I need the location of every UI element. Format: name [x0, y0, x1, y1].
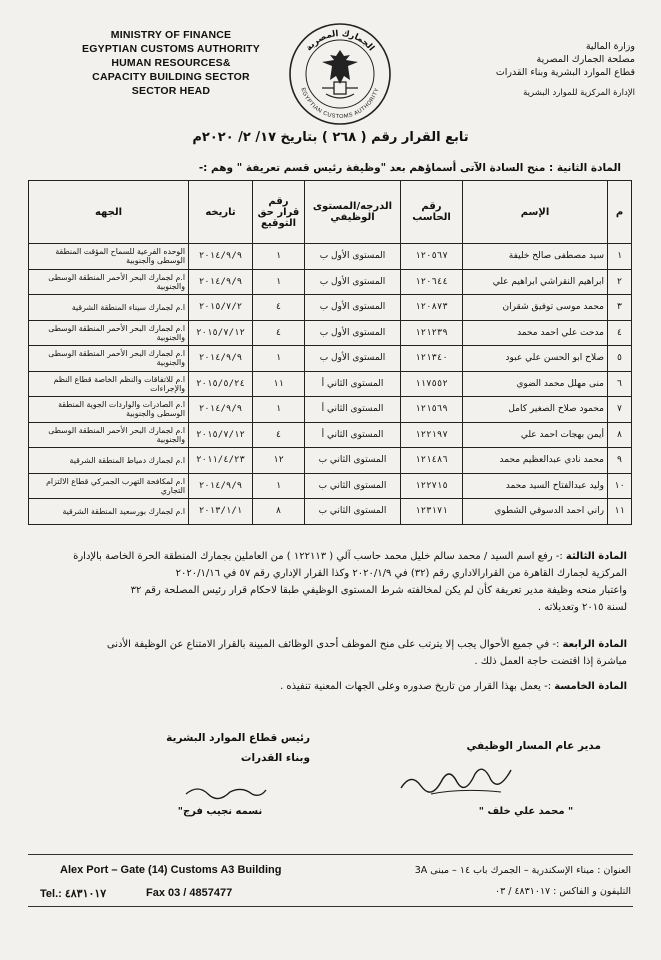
signature-left-name: نسمه نجيب فرج": [177, 806, 263, 817]
table-row: [29, 371, 632, 397]
signature-left-title-line-2: وبناء القدرات: [240, 752, 310, 764]
footer-ar-tel: التليفون و الفاكس : ٤٨٣١٠١٧ / ٠٣: [494, 886, 631, 897]
cell-grade: المستوى الأول ب: [305, 269, 401, 295]
table-row: [29, 320, 632, 346]
cell-grade: المستوى الأول ب: [305, 320, 401, 346]
footer-en-fax: Fax 03 / 4857477: [146, 887, 233, 899]
cell-index: ١٠: [608, 473, 632, 499]
article-5-text: :- يعمل بهذا القرار من تاريخ صدوره وعلى الجهات المعنية تنفيذه .: [280, 681, 552, 692]
table-row: [29, 269, 632, 295]
cell-computer-no: ١٢٠٨٧٣: [401, 295, 463, 321]
cell-decision-no: ١١: [253, 371, 305, 397]
cell-date: ٢٠١٥/٧/١٢: [189, 422, 253, 448]
cell-department: ا.م لجمارك سيناء المنطقة الشرقية: [29, 295, 189, 321]
cell-name: صلاح ابو الحسن علي عبود: [463, 346, 608, 372]
article-4-label: المادة الرابعة: [562, 639, 627, 650]
cell-grade: المستوى الثاني أ: [305, 422, 401, 448]
cell-decision-no: ٤: [253, 320, 305, 346]
cell-index: ٩: [608, 448, 632, 474]
article-3-line-2: المركزية لجمارك القاهرة من القرارالاداري رقم (٣٢) في ٢٠٢٠/١/٩ وكذا القرار الإداري رقم ٥٧ في ٢٠٢٠/١/١٦: [175, 568, 627, 579]
cell-decision-no: ٨: [253, 499, 305, 525]
cell-computer-no: ١٢٠٦٤٤: [401, 269, 463, 295]
footer-divider-top: [28, 854, 633, 855]
cell-index: ٥: [608, 346, 632, 372]
cell-index: ٣: [608, 295, 632, 321]
cell-name: محمد نادي عبدالعظيم محمد: [463, 448, 608, 474]
cell-date: ٢٠١٥/٧/١٢: [189, 320, 253, 346]
table-row: [29, 397, 632, 423]
header-ar-line-3: قطاع الموارد البشرية وبناء القدرات: [495, 67, 635, 78]
cell-decision-no: ١: [253, 346, 305, 372]
cell-department: ا.م لجمارك بورسعيد المنطقة الشرقية: [29, 499, 189, 525]
article-4-line-2: مباشرة إذا اقتضت حاجة العمل ذلك .: [474, 656, 627, 667]
header-en-line-1: MINISTRY OF FINANCE: [110, 29, 232, 41]
col-header-decision-no: رقم قرار حق التوقيع: [253, 181, 305, 244]
cell-computer-no: ١٢٢١٩٧: [401, 422, 463, 448]
cell-name: منى مهلل محمد الضوي: [463, 371, 608, 397]
col-header-name: الإسم: [463, 181, 608, 244]
article-5-label: المادة الخامسة: [554, 681, 627, 692]
cell-name: وليد عبدالفتاح السيد محمد: [463, 473, 608, 499]
cell-name: سيد مصطفى صالح خليفة: [463, 244, 608, 270]
cell-name: راني احمد الدسوقي الشطوي: [463, 499, 608, 525]
header-en-line-5: SECTOR HEAD: [131, 85, 211, 97]
footer-en-tel: Tel.: ٤٨٣١٠١٧: [40, 888, 107, 900]
cell-grade: المستوى الأول ب: [305, 346, 401, 372]
cell-index: ١١: [608, 499, 632, 525]
article-3-line-3: واعتبار منحه وظيفة مدير تعريفة كأن لم يكن لمخالفته شرط المستوى الوظيفي طبقا لاحكام قرار رئيس المصلحة رقم ٣٢: [130, 585, 627, 596]
cell-decision-no: ١: [253, 269, 305, 295]
cell-decision-no: ٤: [253, 295, 305, 321]
cell-grade: المستوى الثاني ب: [305, 499, 401, 525]
signature-left-title: [110, 728, 310, 768]
cell-department: ا.م لجمارك البحر الأحمر المنطقة الوسطى والجنوبية: [29, 269, 189, 295]
table-header-row: [29, 181, 632, 244]
seal-bottom-text: EGYPTIAN CUSTOMS AUTHORITY: [299, 87, 381, 121]
col-header-grade: الدرجه/المستوى الوظيفي: [305, 181, 401, 244]
cell-computer-no: ١٢١٣٤٠: [401, 346, 463, 372]
header-arabic: [415, 40, 635, 100]
svg-text:الجمارك المصرية: [304, 29, 376, 53]
cell-grade: المستوى الأول ب: [305, 244, 401, 270]
signature-right-title: مدير عام المسار الوظيفي: [466, 740, 601, 752]
seal-top-text: الجمارك المصرية: [304, 28, 376, 54]
cell-computer-no: ١٢٠٥٦٧: [401, 244, 463, 270]
col-header-department: الجهه: [29, 181, 189, 244]
cell-name: محمود صلاح الصغير كامل: [463, 397, 608, 423]
article-3: [27, 548, 627, 616]
cell-department: ا.م لجمارك البحر الأحمر المنطقة الوسطى والجنوبية: [29, 346, 189, 372]
header-english: [66, 28, 276, 98]
cell-date: ٢٠١٣/١/١: [189, 499, 253, 525]
signature-left-title-line-1: رئيس قطاع الموارد البشرية: [166, 732, 310, 744]
cell-computer-no: ١٢٢٧١٥: [401, 473, 463, 499]
cell-index: ١: [608, 244, 632, 270]
col-header-computer-no: رقم الحاسب: [401, 181, 463, 244]
article-4-line-1: :- في جميع الأحوال يجب إلا يترتب على منح الموظف أحدى الوظائف المبينة بالقرار الامتناع عن الوظيفة الأدنى: [106, 639, 560, 650]
cell-date: ٢٠١٥/٥/٢٤: [189, 371, 253, 397]
cell-index: ٧: [608, 397, 632, 423]
table-row: [29, 473, 632, 499]
cell-decision-no: ١: [253, 473, 305, 499]
cell-department: ا.م لجمارك البحر الأحمر المنطقة الوسطى والجنوبية: [29, 422, 189, 448]
col-header-index: م: [608, 181, 632, 244]
cell-decision-no: ١٢: [253, 448, 305, 474]
cell-department: ا.م الصادرات والواردات الجوية المنطقة الوسطى والجنوبية: [29, 397, 189, 423]
article-3-line-1: :- رفع اسم السيد / محمد سالم خليل محمد حاسب آلي ( ١٢٢١١٣ ) من العاملين بجمارك المنطقة الحرة الخاصة بالإدارة: [73, 551, 563, 562]
cell-date: ٢٠١٤/٩/٩: [189, 346, 253, 372]
cell-computer-no: ١٢١٤٨٦: [401, 448, 463, 474]
table-row: [29, 448, 632, 474]
cell-computer-no: ١٢١٢٣٩: [401, 320, 463, 346]
cell-computer-no: ١١٧٥٥٢: [401, 371, 463, 397]
cell-grade: المستوى الثاني أ: [305, 397, 401, 423]
cell-department: ا.م لمكافحة التهرب الجمركي قطاع الالتزام التجاري: [29, 473, 189, 499]
cell-grade: المستوى الأول ب: [305, 295, 401, 321]
cell-date: ٢٠١١/٤/٢٣: [189, 448, 253, 474]
table-body: [29, 244, 632, 525]
table-row: [29, 499, 632, 525]
cell-grade: المستوى الثاني أ: [305, 371, 401, 397]
cell-decision-no: ٤: [253, 422, 305, 448]
cell-grade: المستوى الثاني ب: [305, 448, 401, 474]
table-row: [29, 295, 632, 321]
cell-name: ابراهيم النقراشي ابراهيم علي: [463, 269, 608, 295]
article-3-line-4: لسنة ٢٠١٥ وتعديلاته .: [537, 602, 627, 613]
cell-name: أيمن بهجات احمد علي: [463, 422, 608, 448]
footer-en-address: Alex Port – Gate (14) Customs A3 Building: [60, 864, 282, 876]
cell-index: ٦: [608, 371, 632, 397]
table-row: [29, 244, 632, 270]
cell-index: ٤: [608, 320, 632, 346]
header-ar-sub: الإدارة المركزية للموارد البشرية: [523, 88, 635, 98]
cell-decision-no: ١: [253, 244, 305, 270]
header-ar-line-2: مصلحة الجمارك المصرية: [536, 54, 635, 65]
header-en-line-3: HUMAN RESOURCES&: [111, 57, 231, 69]
cell-date: ٢٠١٤/٩/٩: [189, 269, 253, 295]
article-3-label: المادة الثالثة: [565, 551, 627, 562]
cell-date: ٢٠١٥/٧/٢: [189, 295, 253, 321]
cell-index: ٨: [608, 422, 632, 448]
header-ar-line-1: وزارة المالية: [585, 41, 635, 52]
header-en-line-4: CAPACITY BUILDING SECTOR: [92, 71, 250, 83]
cell-index: ٢: [608, 269, 632, 295]
cell-name: محمد موسى توفيق شقران: [463, 295, 608, 321]
cell-grade: المستوى الثاني ب: [305, 473, 401, 499]
table-row: [29, 422, 632, 448]
header-en-line-2: EGYPTIAN CUSTOMS AUTHORITY: [82, 43, 260, 55]
decree-title: تابع القرار رقم ( ٢٦٨ ) بتاريخ ١٧/ ٢/ ٢٠٢٠م: [192, 130, 469, 145]
cell-computer-no: ١٢١٥٦٩: [401, 397, 463, 423]
table-row: [29, 346, 632, 372]
cell-decision-no: ١: [253, 397, 305, 423]
employees-table: [28, 180, 632, 525]
signature-right-name: " محمد علي خلف ": [478, 806, 574, 817]
cell-department: ا.م لجمارك البحر الأحمر المنطقة الوسطى والجنوبية: [29, 320, 189, 346]
article-4: [27, 636, 627, 670]
handwritten-signature-right: [391, 752, 521, 802]
footer-ar-address: العنوان : ميناء الإسكندرية – الجمرك باب ١٤ – مبنى 3A: [414, 865, 631, 876]
cell-date: ٢٠١٤/٩/٩: [189, 397, 253, 423]
article-5: [27, 678, 627, 695]
col-header-date: تاريخه: [189, 181, 253, 244]
eagle-emblem-icon: [322, 50, 358, 98]
cell-department: الوحده الفرعية للسماح المؤقت المنطقة الوسطى والجنوبية: [29, 244, 189, 270]
article-2-heading: المادة الثانية : منح السادة الآتى أسماؤهم بعد "وظيفة رئيس قسم تعريفة " وهم :-: [198, 162, 621, 174]
customs-seal-logo: [288, 22, 392, 126]
handwritten-signature-left: [180, 776, 270, 806]
cell-name: مدحت علي احمد محمد: [463, 320, 608, 346]
cell-date: ٢٠١٤/٩/٩: [189, 244, 253, 270]
cell-department: ا.م للاتفاقات والنظم الخاصة قطاع النظم والإجراءات: [29, 371, 189, 397]
cell-date: ٢٠١٤/٩/٩: [189, 473, 253, 499]
cell-department: ا.م لجمارك دمياط المنطقة الشرقية: [29, 448, 189, 474]
footer-divider-bottom: [28, 906, 633, 907]
cell-computer-no: ١٢٣١٧١: [401, 499, 463, 525]
